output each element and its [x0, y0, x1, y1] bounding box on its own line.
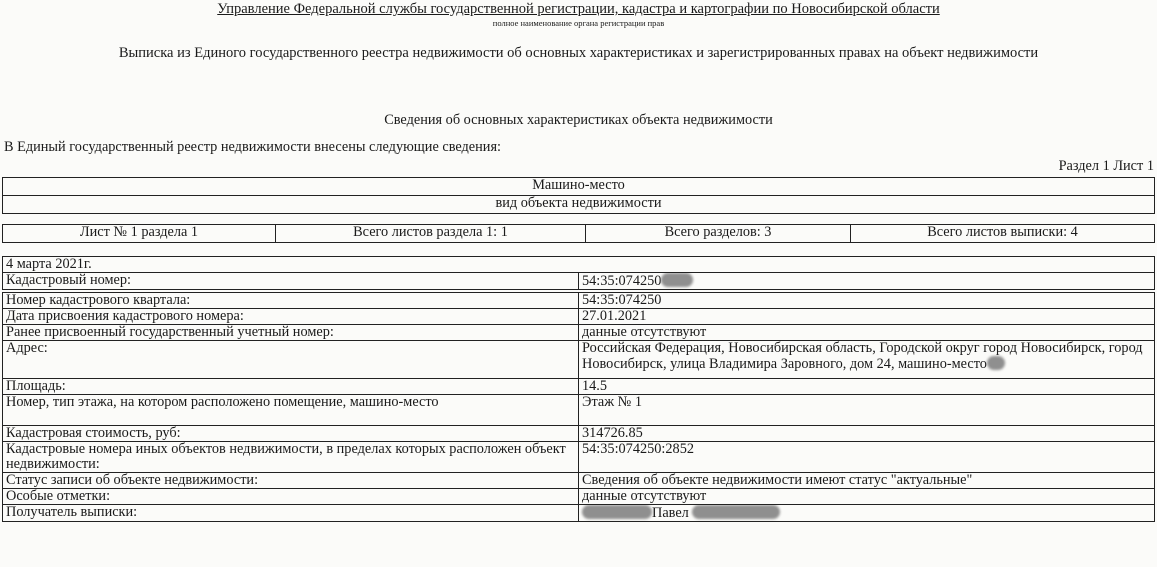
- cadastral-number-label: Кадастровый номер:: [3, 273, 579, 290]
- prop-value: 54:35:074250: [579, 293, 1155, 309]
- prop-label: Статус записи об объекте недвижимости:: [3, 473, 579, 489]
- table-row: [3, 489, 1155, 505]
- org-name: Управление Федеральной службы государственной регистрации, кадастра и картографии по Новосибирской области: [217, 1, 940, 17]
- prop-label: Номер кадастрового квартала:: [3, 293, 579, 309]
- prop-label: Дата присвоения кадастрового номера:: [3, 309, 579, 325]
- redacted-mark: [661, 273, 693, 287]
- table-row: [3, 426, 1155, 442]
- prop-value: данные отсутствуют: [579, 489, 1155, 505]
- table-row: [3, 309, 1155, 325]
- prop-value: Сведения об объекте недвижимости имеют статус "актуальные": [579, 473, 1155, 489]
- redacted-mark: [692, 505, 780, 519]
- cadastral-number-cell: [579, 273, 1155, 290]
- table-row: [3, 442, 1155, 473]
- object-type-table: [2, 177, 1155, 214]
- org-header: [0, 0, 1157, 19]
- table-row: [3, 473, 1155, 489]
- total-sheets-section: Всего листов раздела 1: 1: [276, 225, 586, 243]
- sheets-table: [2, 224, 1155, 243]
- table-row: [3, 505, 1155, 522]
- prop-label: Получатель выписки:: [3, 505, 579, 522]
- document-title: Выписка из Единого государственного реестра недвижимости об основных характеристиках и зарегистрированных правах на объект недвижимости: [118, 45, 1039, 61]
- section-ref: Раздел 1 Лист 1: [1058, 158, 1154, 174]
- recipient-name: Павел: [652, 505, 689, 521]
- table-row: [3, 395, 1155, 426]
- cadastral-number: 54:35:074250: [582, 273, 662, 289]
- sheet-of-section: Лист № 1 раздела 1: [3, 225, 276, 243]
- prop-value-address: [579, 341, 1155, 379]
- table-row: [3, 293, 1155, 309]
- prop-value-recipient: [579, 505, 1155, 522]
- prop-label: Адрес:: [3, 341, 579, 379]
- prop-label: Ранее присвоенный государственный учетный номер:: [3, 325, 579, 341]
- prop-value: 14.5: [579, 379, 1155, 395]
- prop-label: Номер, тип этажа, на котором расположено помещение, машино-место: [3, 395, 579, 426]
- properties-table: [2, 256, 1155, 522]
- prop-label: Площадь:: [3, 379, 579, 395]
- address-text: Российская Федерация, Новосибирская область, Городской округ город Новосибирск, город Новосибирск, улица Владимира Заровного, дом 24, машино-место: [582, 340, 1143, 372]
- total-sections: Всего разделов: 3: [586, 225, 851, 243]
- redacted-mark: [582, 505, 652, 519]
- table-row: [3, 341, 1155, 379]
- prop-value: 54:35:074250:2852: [579, 442, 1155, 473]
- prop-value: данные отсутствуют: [579, 325, 1155, 341]
- object-type-caption: вид объекта недвижимости: [3, 196, 1155, 214]
- redacted-mark: [987, 356, 1005, 370]
- prop-label: Кадастровые номера иных объектов недвижимости, в пределах которых расположен объект недвижимости:: [3, 442, 579, 473]
- prop-label: Кадастровая стоимость, руб:: [3, 426, 579, 442]
- total-sheets: Всего листов выписки: 4: [851, 225, 1155, 243]
- section-title: Сведения об основных характеристиках объекта недвижимости: [384, 112, 773, 128]
- extract-date: 4 марта 2021г.: [3, 257, 1155, 273]
- object-type: Машино-место: [3, 178, 1155, 196]
- prop-value: Этаж № 1: [579, 395, 1155, 426]
- prop-value: 27.01.2021: [579, 309, 1155, 325]
- table-row: [3, 325, 1155, 341]
- prop-label: Особые отметки:: [3, 489, 579, 505]
- org-caption: полное наименование органа регистрации прав: [492, 18, 665, 28]
- intro-text: В Единый государственный реестр недвижимости внесены следующие сведения:: [4, 139, 502, 155]
- prop-value: 314726.85: [579, 426, 1155, 442]
- table-row: [3, 379, 1155, 395]
- table-row: [3, 273, 1155, 290]
